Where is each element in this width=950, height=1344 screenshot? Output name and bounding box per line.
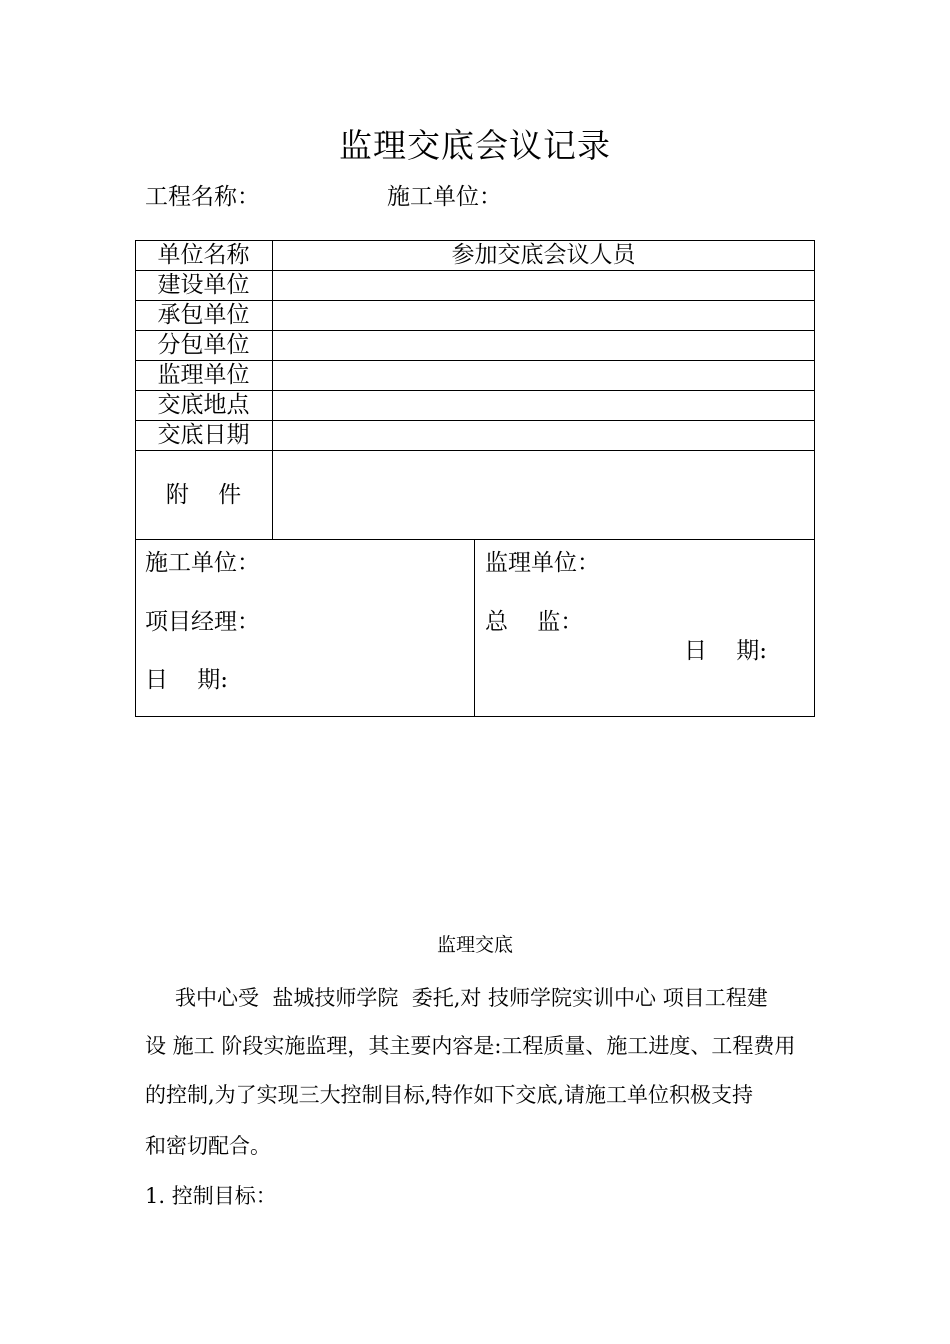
row-label-contractor: 承包单位 — [157, 302, 250, 328]
paragraph-line: 我中心受 盐城技师学院 委托,对 技师学院实训中心 项目工程建 — [175, 986, 768, 1010]
header-unit-name: 单位名称 — [157, 242, 250, 268]
row-label-date: 交底日期 — [157, 422, 250, 448]
project-name-label: 工程名称： — [145, 184, 260, 210]
row-label-owner: 建设单位 — [157, 272, 250, 298]
page-title: 监理交底会议记录 — [339, 126, 611, 165]
sign-chief-supervisor: 总 监： — [485, 609, 584, 635]
meeting-table — [135, 240, 815, 717]
row-label-attachment: 附 件 — [165, 482, 242, 508]
sign-right-date: 日 期: — [684, 638, 767, 664]
sign-construction-unit: 施工单位： — [145, 550, 260, 576]
sign-left-date: 日 期: — [145, 667, 228, 693]
list-item-1: 1. 控制目标： — [145, 1184, 277, 1208]
paragraph-line: 和密切配合。 — [145, 1134, 271, 1158]
sign-supervision-unit: 监理单位： — [485, 550, 600, 576]
sign-project-manager: 项目经理： — [145, 609, 260, 635]
construction-unit-label: 施工单位： — [387, 184, 502, 210]
header-attendees: 参加交底会议人员 — [451, 242, 636, 268]
paragraph-line: 的控制,为了实现三大控制目标,特作如下交底,请施工单位积极支持 — [145, 1083, 754, 1107]
row-label-subcontractor: 分包单位 — [157, 332, 250, 358]
row-label-location: 交底地点 — [157, 392, 250, 418]
section-title: 监理交底 — [436, 934, 513, 956]
paragraph-line: 设 施工 阶段实施监理，其主要内容是:工程质量、施工进度、工程费用 — [145, 1034, 796, 1058]
row-label-supervisor: 监理单位 — [157, 362, 250, 388]
